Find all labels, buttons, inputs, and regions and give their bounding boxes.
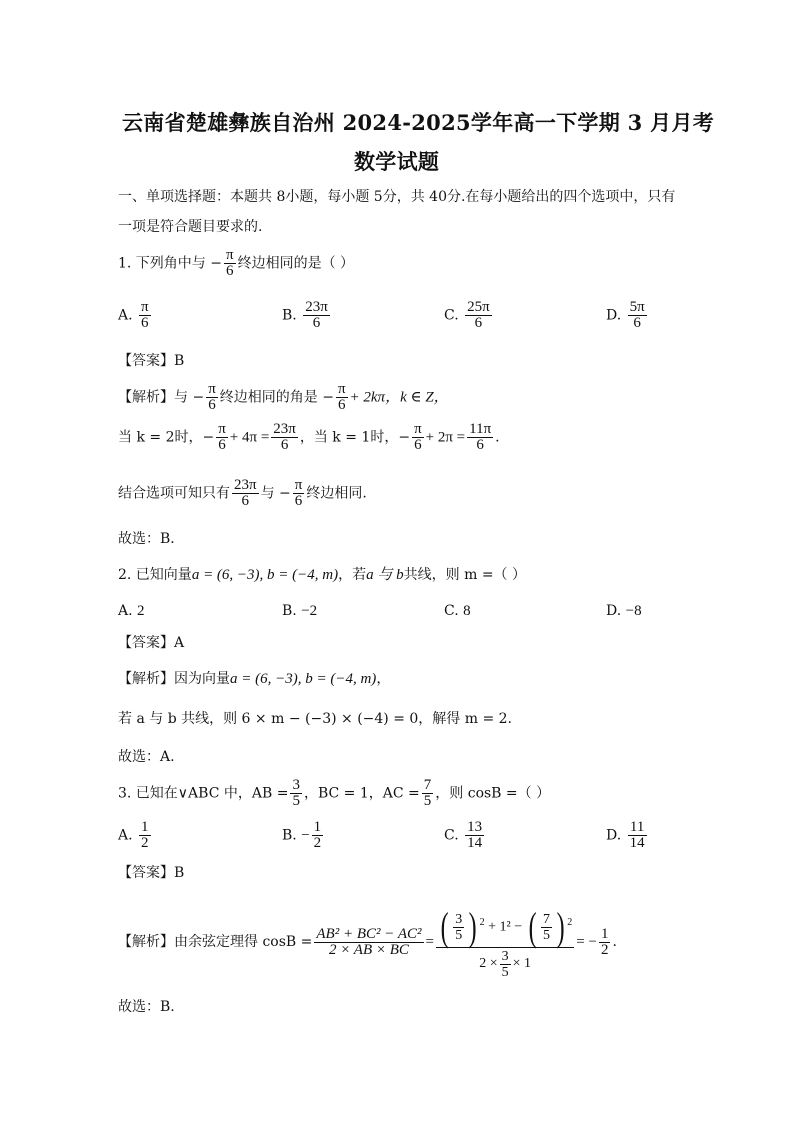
document-subtitle: 数学试题 [354,149,440,174]
q1-option-d: D. $\frac{5\pi}{6}$ [606,299,645,331]
q2-choose: 故选：A. [118,749,175,765]
q3-option-d: D. $\frac{11}{14}$ [606,819,645,851]
q1-option-a: A. $\frac{\pi}{6}$ [118,299,149,331]
q3-option-a: A. $\frac{1}{2}$ [118,819,149,851]
q1-option-b: B. $\frac{23\pi}{6}$ [282,299,328,331]
q2-option-d: D. −8 [606,603,642,619]
q1-choose: 故选：B． [118,531,185,547]
q3-option-b: B. − $\frac{1}{2}$ [282,819,322,851]
q1-explanation-line3: 结合选项可知只有 $\frac{23\pi}{6}$ 与 − $\frac{\pi}{6}$ 终边相同. [118,477,367,509]
q1-explanation-line2: 当 k = 2时，− $\frac{\pi}{6}$ + 4π = $\frac{23\pi}{6}$ ，当 k = 1时，− $\frac{\pi}{6}$ + 2π = $\frac{11\pi}{6}$ . [118,421,500,453]
question-1-stem: 1. 下列角中与 − $\frac{\pi}{6}$ 终边相同的是（ ） [118,247,355,279]
q3-explanation: 【解析】由余弦定理得 cosB = $\frac{\text{AB² + BC² − AC²}}{2 \times AB \times BC}$ = ( $\frac{3}{5}$ ) $^2$ + 1² − ( $\frac{7}{5}$ ) $^2$ 2 × $\frac{3}{5}$ × 1 = − $\frac{1}{2}$ . [118,904,617,980]
q1-option-c: C. $\frac{25\pi}{6}$ [444,299,490,331]
q2-option-c: C. 8 [444,603,471,619]
question-2-stem: 2. 已知向量a = (6, −3), b = (−4, m)，若a 与 b共线，则 m =（ ） [118,567,526,583]
q2-option-a: A. 2 [118,603,145,619]
document-title: 云南省楚雄彝族自治州 2024-2025学年高一下学期 3 月月考 [122,110,715,135]
section-heading-line1: 一、单项选择题：本题共 8小题，每小题 5分，共 40分.在每小题给出的四个选项中，只有 [118,189,676,205]
q3-answer: 【答案】B [118,865,185,881]
q2-explanation-line2: 若 a 与 b 共线，则 6 × m − (−3) × (−4) = 0，解得 m = 2. [118,711,513,727]
q2-answer: 【答案】A [118,635,185,651]
q2-option-b: B. −2 [282,603,318,619]
q1-answer: 【答案】B [118,353,185,369]
q3-choose: 故选：B. [118,999,175,1015]
q3-option-c: C. $\frac{13}{14}$ [444,819,483,851]
q2-explanation-line1: 【解析】因为向量a = (6, −3), b = (−4, m)， [118,671,391,687]
question-3-stem: 3. 已知在∨ABC 中，AB = $\frac{3}{5}$ ，BC = 1，AC = $\frac{7}{5}$ ，则 cosB =（ ） [118,777,551,809]
section-heading-line2: 一项是符合题目要求的. [118,219,263,235]
q1-explanation-line1: 【解析】与 − $\frac{\pi}{6}$ 终边相同的角是 − $\frac{\pi}{6}$ + 2kπ，k ∈ Z， [118,381,449,413]
